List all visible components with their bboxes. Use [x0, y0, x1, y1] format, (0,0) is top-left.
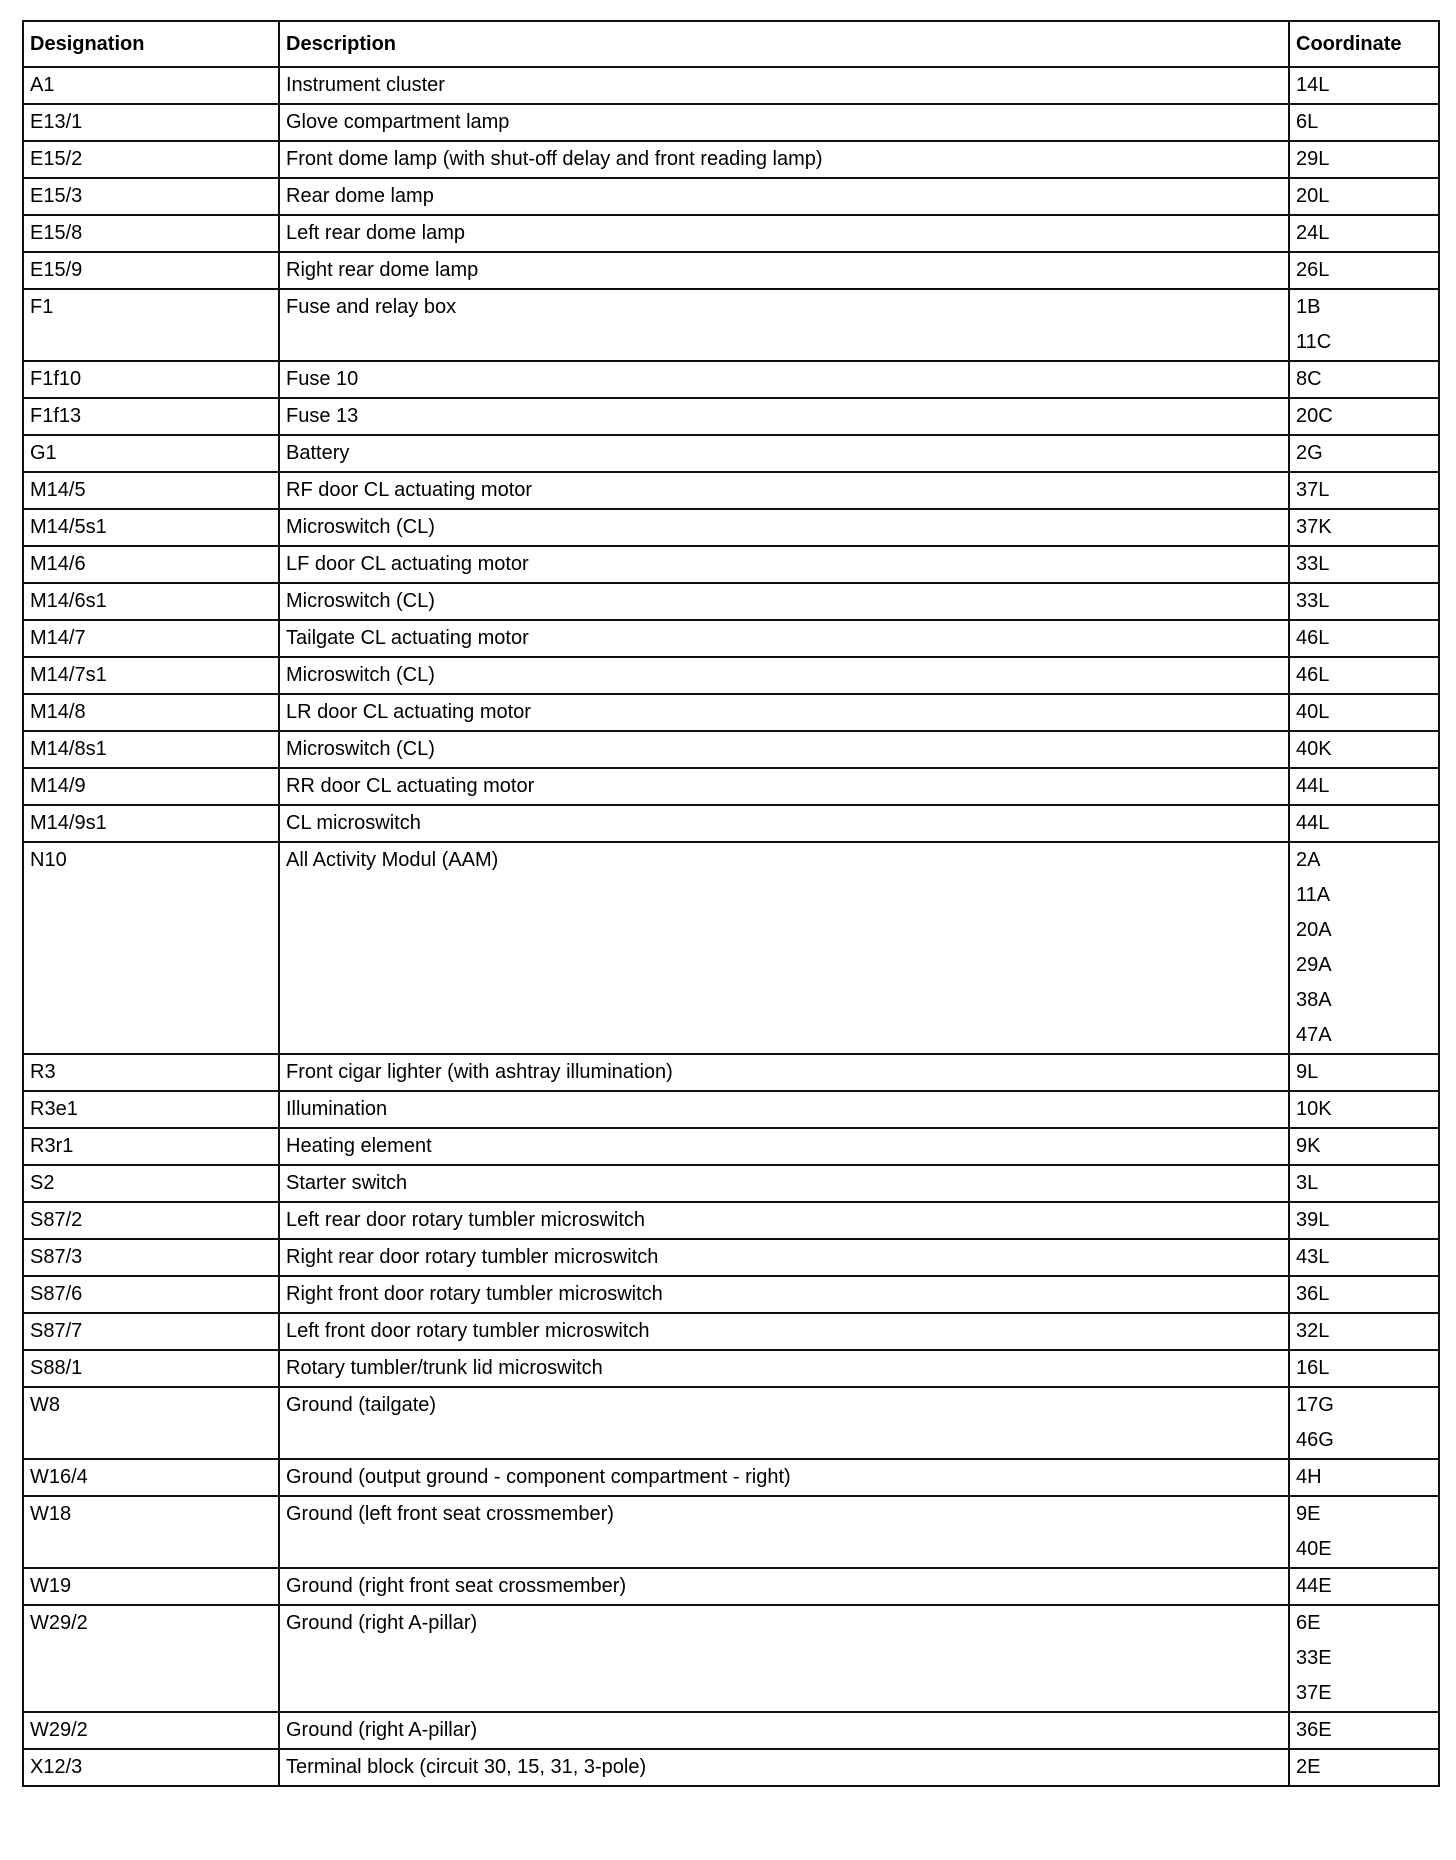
cell-coordinate: [1289, 1605, 1439, 1712]
cell-coordinate: [1289, 1165, 1439, 1202]
cell-designation: W8: [23, 1387, 279, 1459]
cell-coordinate: [1289, 252, 1439, 289]
coordinate-value: 36L: [1296, 1283, 1330, 1305]
cell-description: Ground (tailgate): [279, 1387, 1289, 1459]
cell-designation: A1: [23, 67, 279, 104]
cell-description: Ground (right A-pillar): [279, 1605, 1289, 1712]
coordinate-value: 11C: [1296, 331, 1332, 353]
cell-designation: E15/8: [23, 215, 279, 252]
cell-coordinate: [1289, 1459, 1439, 1496]
table-row: [23, 1128, 1439, 1165]
cell-coordinate: [1289, 1712, 1439, 1749]
table-row: [23, 768, 1439, 805]
cell-description: LR door CL actuating motor: [279, 694, 1289, 731]
cell-designation: R3: [23, 1054, 279, 1091]
cell-coordinate: [1289, 1091, 1439, 1128]
cell-designation: M14/8: [23, 694, 279, 731]
cell-coordinate: [1289, 178, 1439, 215]
coordinate-value: 2G: [1296, 442, 1323, 464]
cell-description: Right rear door rotary tumbler microswitch: [279, 1239, 1289, 1276]
coordinate-value: 43L: [1296, 1246, 1330, 1268]
table-row: [23, 1054, 1439, 1091]
header-row: [23, 21, 1439, 67]
cell-coordinate: [1289, 694, 1439, 731]
cell-coordinate: [1289, 472, 1439, 509]
coordinate-value: 26L: [1296, 259, 1330, 281]
cell-designation: E13/1: [23, 104, 279, 141]
cell-description: Terminal block (circuit 30, 15, 31, 3-pole): [279, 1749, 1289, 1786]
coordinate-value: 9K: [1296, 1135, 1321, 1157]
coordinate-value: 36E: [1296, 1719, 1332, 1741]
cell-designation: M14/7s1: [23, 657, 279, 694]
coordinate-value: 4H: [1296, 1466, 1322, 1488]
coordinate-value: 40L: [1296, 701, 1330, 723]
cell-designation: S2: [23, 1165, 279, 1202]
coordinate-value: 11A: [1296, 884, 1331, 906]
cell-coordinate: [1289, 583, 1439, 620]
cell-description: Starter switch: [279, 1165, 1289, 1202]
cell-description: Glove compartment lamp: [279, 104, 1289, 141]
cell-description: Microswitch (CL): [279, 509, 1289, 546]
cell-coordinate: [1289, 805, 1439, 842]
cell-designation: M14/6: [23, 546, 279, 583]
cell-designation: S87/3: [23, 1239, 279, 1276]
table-row: [23, 472, 1439, 509]
table-row: [23, 1459, 1439, 1496]
cell-coordinate: [1289, 1568, 1439, 1605]
cell-coordinate: [1289, 215, 1439, 252]
coordinate-value: 2E: [1296, 1756, 1321, 1778]
cell-designation: M14/9: [23, 768, 279, 805]
table-row: [23, 67, 1439, 104]
table-row: [23, 1749, 1439, 1786]
cell-description: Front dome lamp (with shut-off delay and front reading lamp): [279, 141, 1289, 178]
cell-description: Right rear dome lamp: [279, 252, 1289, 289]
cell-coordinate: [1289, 1496, 1439, 1568]
table-row: [23, 1387, 1439, 1459]
cell-coordinate: [1289, 768, 1439, 805]
table-row: [23, 1202, 1439, 1239]
cell-description: Front cigar lighter (with ashtray illumination): [279, 1054, 1289, 1091]
coordinate-value: 20L: [1296, 185, 1330, 207]
table-row: [23, 842, 1439, 1054]
table-row: [23, 1568, 1439, 1605]
coordinate-value: 40K: [1296, 738, 1332, 760]
table-row: [23, 178, 1439, 215]
table-row: [23, 1712, 1439, 1749]
coordinate-value: 16L: [1296, 1357, 1330, 1379]
coordinate-value: 46G: [1296, 1429, 1334, 1451]
table-row: [23, 1239, 1439, 1276]
coordinate-value: 46L: [1296, 664, 1330, 686]
table-body: [23, 67, 1439, 1786]
cell-designation: W29/2: [23, 1712, 279, 1749]
table-row: [23, 1313, 1439, 1350]
coordinate-value: 39L: [1296, 1209, 1330, 1231]
cell-description: Heating element: [279, 1128, 1289, 1165]
coordinate-value: 8C: [1296, 368, 1322, 390]
coordinate-value: 24L: [1296, 222, 1330, 244]
cell-coordinate: [1289, 104, 1439, 141]
coordinate-value: 6E: [1296, 1612, 1321, 1634]
cell-description: Left rear door rotary tumbler microswitch: [279, 1202, 1289, 1239]
coordinate-value: 44E: [1296, 1575, 1332, 1597]
table-row: [23, 398, 1439, 435]
cell-description: Left front door rotary tumbler microswitch: [279, 1313, 1289, 1350]
header-coordinate: Coordinate: [1289, 21, 1439, 67]
coordinate-value: 20A: [1296, 919, 1332, 941]
table-row: [23, 1091, 1439, 1128]
cell-description: Ground (left front seat crossmember): [279, 1496, 1289, 1568]
cell-coordinate: [1289, 842, 1439, 1054]
cell-coordinate: [1289, 289, 1439, 361]
cell-designation: M14/7: [23, 620, 279, 657]
table-row: [23, 509, 1439, 546]
cell-coordinate: [1289, 398, 1439, 435]
cell-coordinate: [1289, 67, 1439, 104]
coordinate-value: 2A: [1296, 849, 1321, 871]
cell-coordinate: [1289, 620, 1439, 657]
table-row: [23, 252, 1439, 289]
coordinate-value: 33L: [1296, 590, 1330, 612]
coordinate-value: 33L: [1296, 553, 1330, 575]
component-table: [22, 20, 1440, 1787]
coordinate-value: 37E: [1296, 1682, 1332, 1704]
table-row: [23, 546, 1439, 583]
cell-description: Microswitch (CL): [279, 731, 1289, 768]
table-row: [23, 731, 1439, 768]
coordinate-value: 9L: [1296, 1061, 1319, 1083]
cell-description: RR door CL actuating motor: [279, 768, 1289, 805]
cell-coordinate: [1289, 1202, 1439, 1239]
coordinate-value: 44L: [1296, 812, 1330, 834]
cell-designation: W29/2: [23, 1605, 279, 1712]
cell-description: Rear dome lamp: [279, 178, 1289, 215]
coordinate-value: 14L: [1296, 74, 1330, 96]
cell-designation: M14/8s1: [23, 731, 279, 768]
coordinate-value: 29L: [1296, 148, 1330, 170]
coordinate-value: 29A: [1296, 954, 1332, 976]
cell-coordinate: [1289, 1128, 1439, 1165]
cell-description: Left rear dome lamp: [279, 215, 1289, 252]
table-row: [23, 1350, 1439, 1387]
table-row: [23, 805, 1439, 842]
header-description: Description: [279, 21, 1289, 67]
cell-designation: W19: [23, 1568, 279, 1605]
cell-designation: M14/5: [23, 472, 279, 509]
cell-designation: S87/2: [23, 1202, 279, 1239]
table-row: [23, 1276, 1439, 1313]
cell-designation: M14/6s1: [23, 583, 279, 620]
coordinate-value: 32L: [1296, 1320, 1330, 1342]
table-row: [23, 1165, 1439, 1202]
table-row: [23, 289, 1439, 361]
table-row: [23, 1496, 1439, 1568]
cell-description: Microswitch (CL): [279, 657, 1289, 694]
cell-designation: M14/5s1: [23, 509, 279, 546]
coordinate-value: 37L: [1296, 479, 1330, 501]
table-header: [23, 21, 1439, 67]
cell-coordinate: [1289, 546, 1439, 583]
table-row: [23, 435, 1439, 472]
coordinate-value: 46L: [1296, 627, 1330, 649]
cell-coordinate: [1289, 361, 1439, 398]
cell-designation: X12/3: [23, 1749, 279, 1786]
coordinate-value: 3L: [1296, 1172, 1319, 1194]
cell-designation: N10: [23, 842, 279, 1054]
cell-designation: E15/9: [23, 252, 279, 289]
cell-description: Right front door rotary tumbler microswitch: [279, 1276, 1289, 1313]
cell-description: Illumination: [279, 1091, 1289, 1128]
table-row: [23, 141, 1439, 178]
cell-coordinate: [1289, 657, 1439, 694]
coordinate-value: 38A: [1296, 989, 1332, 1011]
table-row: [23, 694, 1439, 731]
cell-description: CL microswitch: [279, 805, 1289, 842]
cell-designation: W18: [23, 1496, 279, 1568]
cell-designation: S87/6: [23, 1276, 279, 1313]
cell-description: Rotary tumbler/trunk lid microswitch: [279, 1350, 1289, 1387]
cell-coordinate: [1289, 1749, 1439, 1786]
cell-description: Ground (right front seat crossmember): [279, 1568, 1289, 1605]
cell-description: Microswitch (CL): [279, 583, 1289, 620]
table-row: [23, 1605, 1439, 1712]
header-designation: Designation: [23, 21, 279, 67]
table-row: [23, 583, 1439, 620]
table-row: [23, 104, 1439, 141]
cell-designation: S88/1: [23, 1350, 279, 1387]
cell-description: Fuse 10: [279, 361, 1289, 398]
coordinate-value: 33E: [1296, 1647, 1332, 1669]
cell-coordinate: [1289, 731, 1439, 768]
cell-description: Ground (right A-pillar): [279, 1712, 1289, 1749]
cell-coordinate: [1289, 1054, 1439, 1091]
cell-coordinate: [1289, 435, 1439, 472]
table-row: [23, 215, 1439, 252]
cell-designation: S87/7: [23, 1313, 279, 1350]
cell-description: All Activity Modul (AAM): [279, 842, 1289, 1054]
cell-coordinate: [1289, 1387, 1439, 1459]
cell-designation: E15/2: [23, 141, 279, 178]
coordinate-value: 37K: [1296, 516, 1332, 538]
cell-designation: M14/9s1: [23, 805, 279, 842]
cell-description: LF door CL actuating motor: [279, 546, 1289, 583]
cell-description: Battery: [279, 435, 1289, 472]
cell-coordinate: [1289, 141, 1439, 178]
cell-coordinate: [1289, 1350, 1439, 1387]
cell-description: Fuse 13: [279, 398, 1289, 435]
coordinate-value: 1B: [1296, 296, 1321, 318]
cell-designation: F1f13: [23, 398, 279, 435]
table-row: [23, 361, 1439, 398]
cell-coordinate: [1289, 1313, 1439, 1350]
coordinate-value: 17G: [1296, 1394, 1334, 1416]
table-row: [23, 657, 1439, 694]
cell-designation: F1f10: [23, 361, 279, 398]
cell-description: Tailgate CL actuating motor: [279, 620, 1289, 657]
table-row: [23, 620, 1439, 657]
coordinate-value: 47A: [1296, 1024, 1332, 1046]
cell-description: Fuse and relay box: [279, 289, 1289, 361]
cell-designation: F1: [23, 289, 279, 361]
coordinate-value: 9E: [1296, 1503, 1321, 1525]
coordinate-value: 20C: [1296, 405, 1333, 427]
cell-coordinate: [1289, 1276, 1439, 1313]
cell-designation: R3r1: [23, 1128, 279, 1165]
coordinate-value: 6L: [1296, 111, 1319, 133]
cell-designation: R3e1: [23, 1091, 279, 1128]
cell-description: RF door CL actuating motor: [279, 472, 1289, 509]
cell-designation: W16/4: [23, 1459, 279, 1496]
coordinate-value: 40E: [1296, 1538, 1332, 1560]
coordinate-value: 10K: [1296, 1098, 1332, 1120]
cell-designation: E15/3: [23, 178, 279, 215]
cell-coordinate: [1289, 1239, 1439, 1276]
cell-description: Instrument cluster: [279, 67, 1289, 104]
cell-designation: G1: [23, 435, 279, 472]
cell-description: Ground (output ground - component compartment - right): [279, 1459, 1289, 1496]
cell-coordinate: [1289, 509, 1439, 546]
coordinate-value: 44L: [1296, 775, 1330, 797]
